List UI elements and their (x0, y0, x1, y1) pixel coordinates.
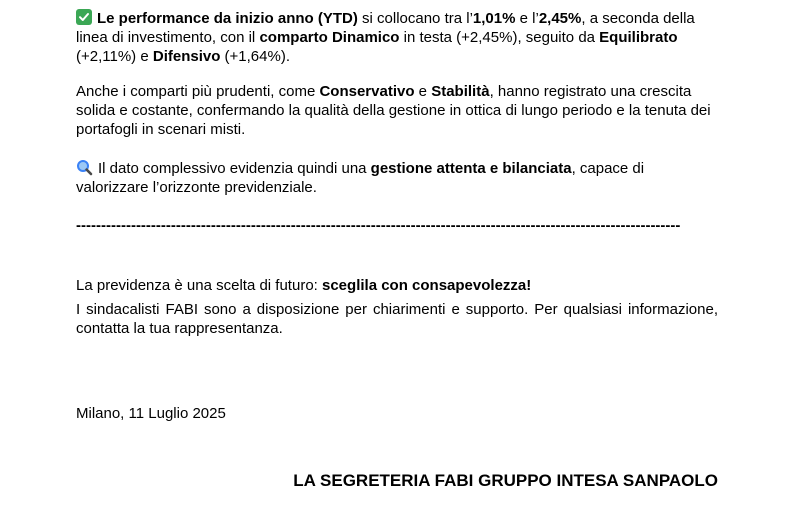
date-line: Milano, 11 Luglio 2025 (76, 405, 226, 422)
stabilita-comparto: Stabilità (431, 83, 490, 100)
max-return-value: 2,45% (538, 10, 582, 27)
dashed-divider: ------------------------------------------------------------------------------------------------------------------------- (76, 217, 681, 234)
bold-emphasis: gestione attenta e bilanciata (370, 160, 572, 177)
text-run: (+1,64%). (220, 48, 290, 65)
text-run: Il dato complessivo evidenzia quindi una (98, 160, 371, 177)
min-return-value: 1,01% (472, 10, 516, 27)
prudent-comparti-paragraph (76, 82, 718, 139)
magnifying-glass-icon (76, 159, 93, 176)
signature: LA SEGRETERIA FABI GRUPPO INTESA SANPAOLO (293, 471, 718, 490)
choice-paragraph (76, 276, 718, 295)
text-run: e (414, 83, 432, 100)
overall-assessment-paragraph (76, 159, 718, 197)
text-run: , hanno registrato una crescita solida e costante, confermando la qualità della gestione in ottica di lungo periodo e la tenuta dei portafogli in scenari misti. (76, 83, 711, 138)
text-run: (+2,11%) e (76, 48, 153, 65)
support-paragraph: I sindacalisti FABI sono a disposizione per chiarimenti e supporto. Per qualsiasi informazione, contatta la tua rappresentanza. (76, 301, 718, 337)
text-run: Anche i comparti più prudenti, come (76, 83, 320, 100)
second-comparto: Equilibrato (599, 29, 678, 46)
text-run: , capace di valorizzare l’orizzonte previdenziale. (76, 160, 645, 196)
text-run: La previdenza è una scelta di futuro: (76, 277, 322, 294)
third-comparto: Difensivo (152, 48, 221, 65)
ytd-performance-paragraph (76, 9, 718, 66)
text-run: in testa (+2,45%), seguito da (399, 29, 600, 46)
ytd-lead: Le performance da inizio anno (YTD) (97, 10, 358, 27)
text-run: , a seconda della linea di investimento, con il (76, 10, 695, 46)
text-run: e l’ (515, 10, 539, 27)
top-comparto: comparto Dinamico (259, 29, 400, 46)
call-to-action: sceglila con consapevolezza! (322, 277, 532, 294)
check-mark-button-icon (76, 9, 92, 25)
conservativo-comparto: Conservativo (319, 83, 415, 100)
text-run: si collocano tra l’ (357, 10, 473, 27)
